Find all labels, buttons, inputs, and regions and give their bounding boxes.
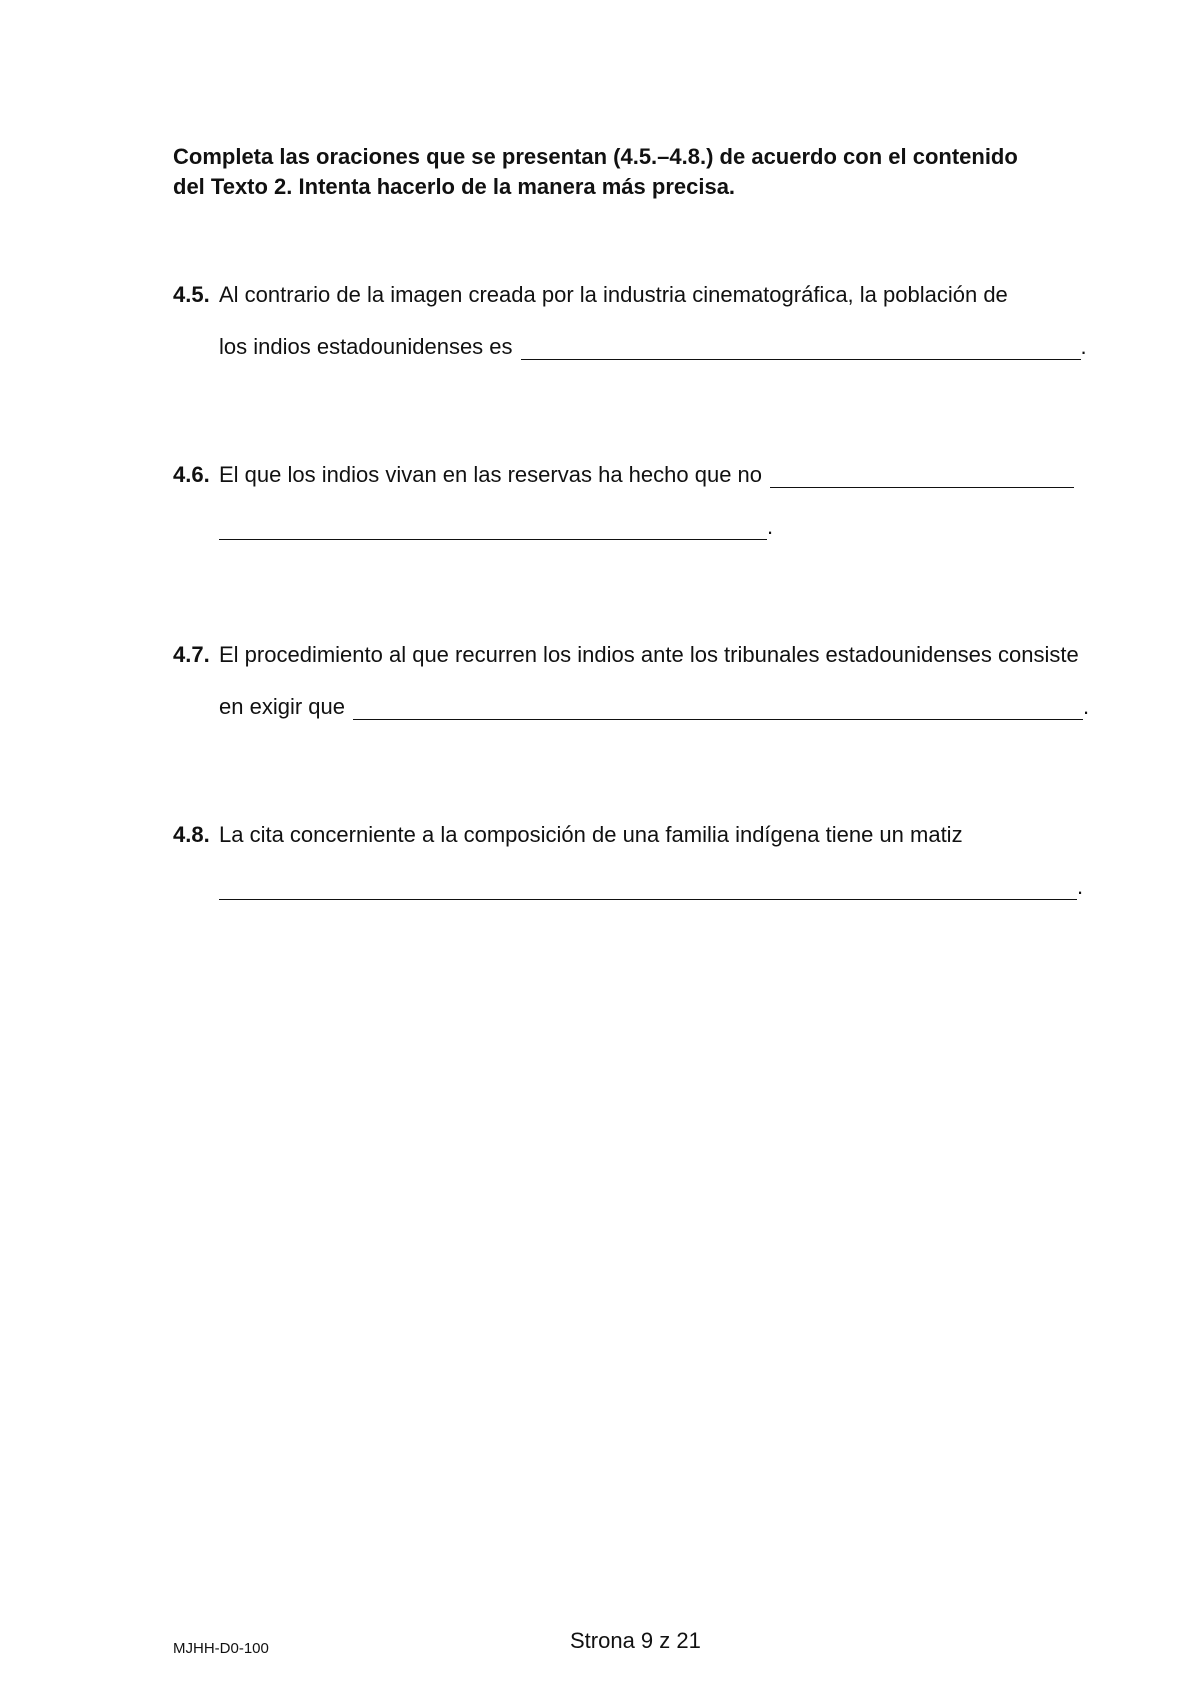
instructions-line-1: Completa las oraciones que se presentan (4.5.–4.8.) de acuerdo con el contenido [173, 144, 1018, 169]
instructions [173, 142, 1073, 202]
instructions-line-2: del Texto 2. Intenta hacerlo de la manera más precisa. [173, 174, 736, 199]
question-number: 4.8. [173, 822, 210, 847]
question-text-line-1: La cita concerniente a la composición de una familia indígena tiene un matiz [219, 822, 963, 847]
question-text-line-1: El que los indios vivan en las reservas ha hecho que no [219, 462, 763, 487]
question-text-line-1: Al contrario de la imagen creada por la industria cinematográfica, la población de [219, 282, 1008, 307]
answer-blank[interactable] [219, 877, 1077, 900]
question-number: 4.6. [173, 462, 210, 487]
answer-blank[interactable] [353, 697, 1083, 720]
question-4-6 [173, 458, 1103, 540]
question-text-line-2: en exigir que [219, 694, 345, 719]
question-4-8 [173, 818, 1103, 900]
period: . [1077, 874, 1084, 899]
period: . [1080, 334, 1087, 359]
answer-blank-start[interactable] [770, 465, 1074, 488]
question-text-line-2: los indios estadounidenses es [219, 334, 513, 359]
question-number: 4.5. [173, 282, 210, 307]
answer-blank-continued[interactable] [219, 517, 767, 540]
question-4-7 [173, 638, 1103, 720]
exam-code: MJHH-D0-100 [173, 1640, 269, 1657]
page-number: Strona 9 z 21 [570, 1628, 701, 1653]
question-text-line-1: El procedimiento al que recurren los indios ante los tribunales estadounidenses consiste [219, 642, 1079, 667]
period: . [1082, 694, 1090, 719]
question-4-5 [173, 278, 1103, 360]
answer-blank[interactable] [521, 337, 1081, 360]
period: . [767, 514, 774, 539]
question-number: 4.7. [173, 642, 210, 667]
